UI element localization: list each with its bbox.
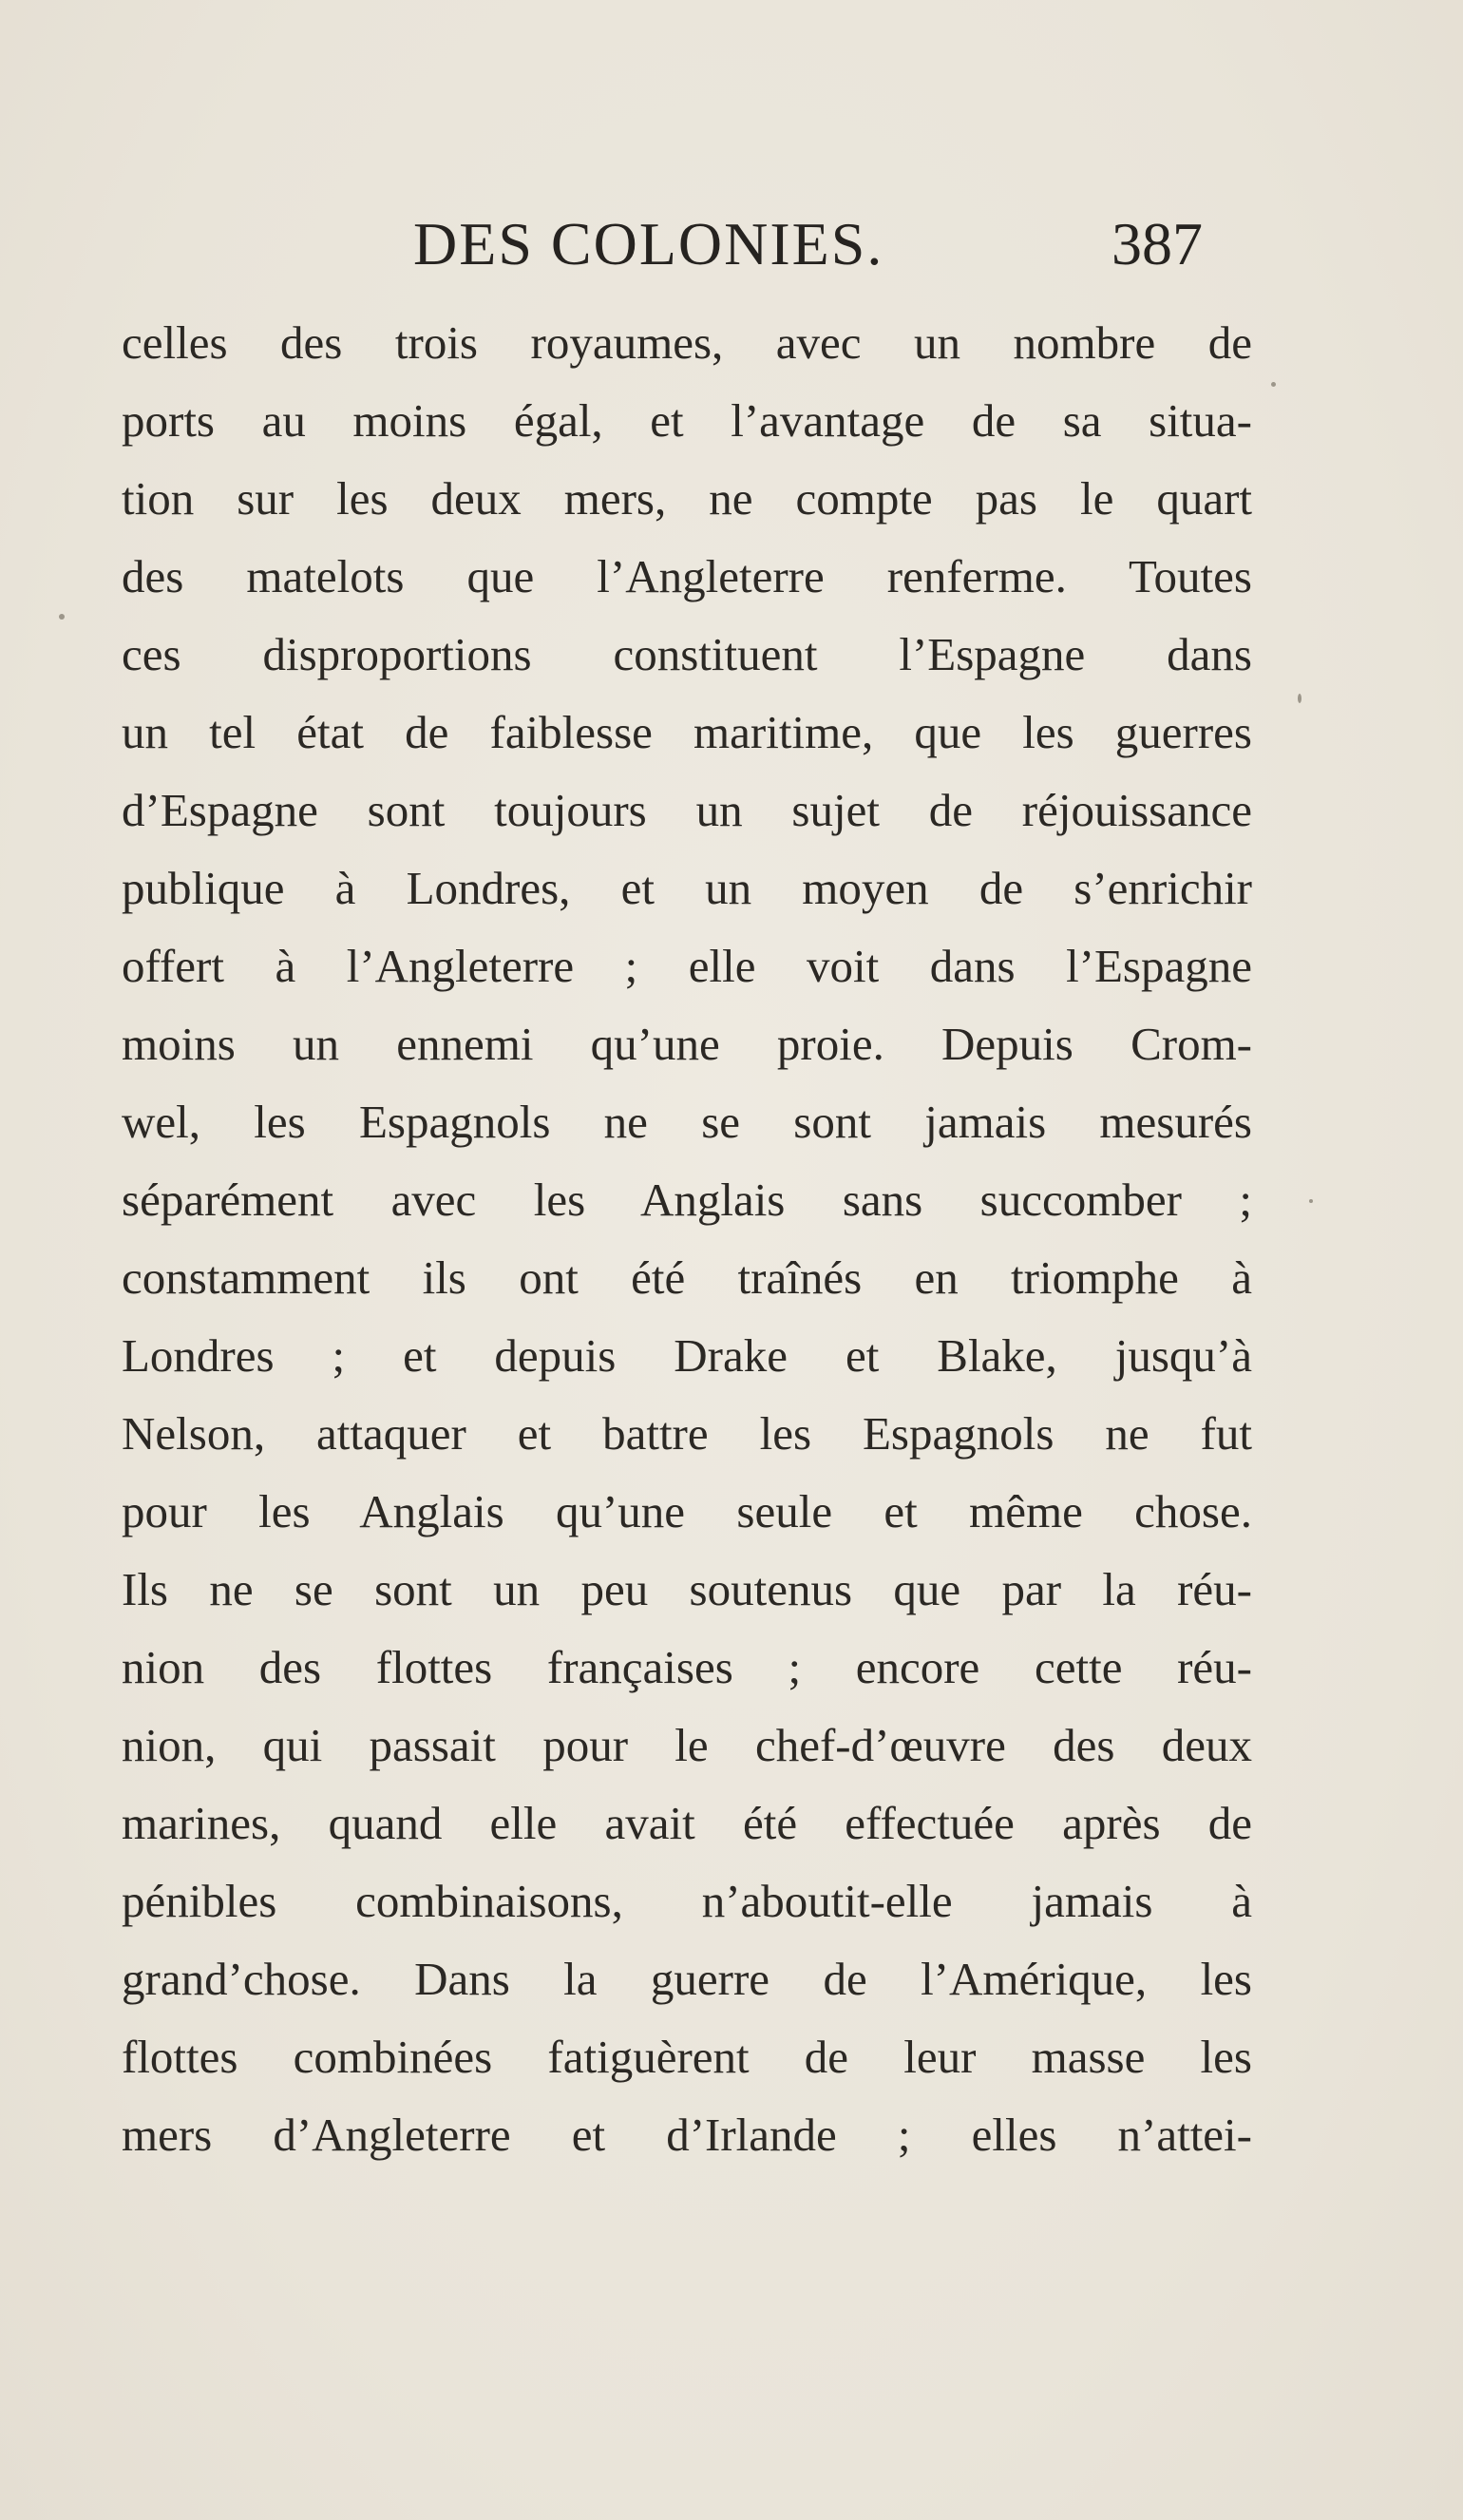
text-line: offert à l’Angleterre ; elle voit dans l’Espagne — [122, 940, 1252, 992]
running-title: DES COLONIES. — [413, 210, 884, 277]
text-line: ports au moins égal, et l’avantage de sa situa- — [122, 394, 1252, 447]
text-line: Nelson, attaquer et battre les Espagnols ne fut — [122, 1407, 1252, 1460]
text-line: mers d’Angleterre et d’Irlande ; elles n’attei- — [122, 2109, 1252, 2161]
page-number: 387 — [1112, 210, 1203, 277]
text-line: publique à Londres, et un moyen de s’enrichir — [122, 862, 1252, 914]
body-text — [122, 304, 1262, 2174]
text-line: des matelots que l’Angleterre renferme. Toutes — [122, 550, 1252, 602]
text-line: Londres ; et depuis Drake et Blake, jusqu’à — [122, 1329, 1252, 1382]
text-line: nion des flottes françaises ; encore cette réu- — [122, 1641, 1252, 1693]
text-line: un tel état de faiblesse maritime, que les guerres — [122, 706, 1252, 758]
text-line: constamment ils ont été traînés en triomphe à — [122, 1251, 1252, 1304]
paper-fleck — [1309, 1199, 1313, 1203]
text-line: flottes combinées fatiguèrent de leur masse les — [122, 2031, 1252, 2083]
text-line: pénibles combinaisons, n’aboutit-elle jamais à — [122, 1875, 1252, 1927]
text-line: marines, quand elle avait été effectuée après de — [122, 1797, 1252, 1849]
text-line: nion, qui passait pour le chef-d’œuvre des deux — [122, 1719, 1252, 1771]
paper-fleck — [59, 614, 65, 620]
text-line: séparément avec les Anglais sans succomber ; — [122, 1174, 1252, 1226]
text-line: grand’chose. Dans la guerre de l’Amérique, les — [122, 1953, 1252, 2005]
text-line: moins un ennemi qu’une proie. Depuis Crom- — [122, 1018, 1252, 1070]
text-line: Ils ne se sont un peu soutenus que par la réu- — [122, 1563, 1252, 1615]
text-line: celles des trois royaumes, avec un nombre de — [122, 316, 1252, 369]
paper-fleck — [1271, 382, 1276, 387]
text-line: pour les Anglais qu’une seule et même chose. — [122, 1485, 1252, 1537]
text-line: ces disproportions constituent l’Espagne dans — [122, 628, 1252, 680]
running-head — [124, 201, 1264, 287]
text-line: wel, les Espagnols ne se sont jamais mesurés — [122, 1096, 1252, 1148]
text-line: tion sur les deux mers, ne compte pas le quart — [122, 472, 1252, 525]
paper-fleck — [1298, 694, 1302, 703]
text-line: d’Espagne sont toujours un sujet de réjouissance — [122, 784, 1252, 836]
